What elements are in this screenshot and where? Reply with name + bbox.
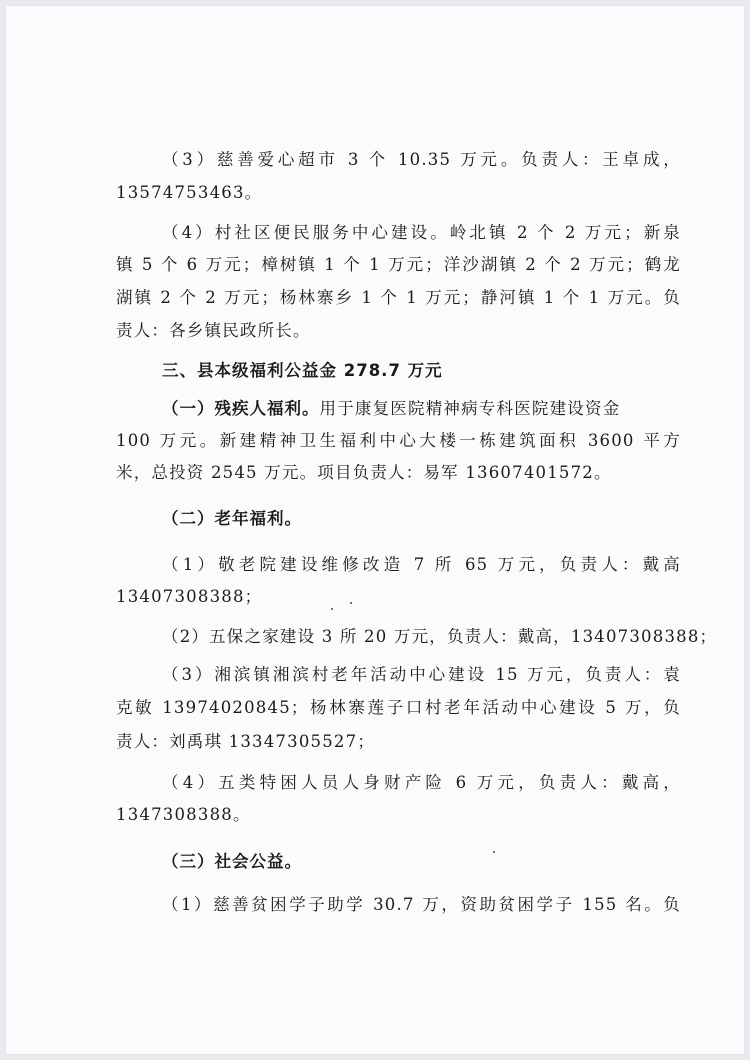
subsection-heading: （一）残疾人福利。 xyxy=(162,399,320,418)
text-line: 米，总投资 2545 万元。项目负责人：易军 13607401572。 xyxy=(116,463,612,482)
text-line: 责人：各乡镇民政所长。 xyxy=(116,321,311,340)
text-run: 用于康复医院精神病专科医院建设资金 xyxy=(319,399,621,418)
section-heading: 三、县本级福利公益金 278.7 万元 xyxy=(162,361,443,380)
subsection-heading: （三）社会公益。 xyxy=(162,852,302,871)
scan-speck xyxy=(350,602,352,604)
paragraph-line xyxy=(162,395,681,423)
scan-speck xyxy=(331,608,333,610)
text-line: 13574753463。 xyxy=(116,183,263,202)
text-line: 克敏 13974020845；杨林寨莲子口村老年活动中心建设 5 万，负 xyxy=(116,698,681,717)
text-line: （4）村社区便民服务中心建设。岭北镇 2 个 2 万元；新泉 xyxy=(162,223,681,242)
text-line: 湖镇 2 个 2 万元；杨林寨乡 1 个 1 万元；静河镇 1 个 1 万元。负 xyxy=(116,288,681,307)
subsection-heading: （二）老年福利。 xyxy=(162,509,302,528)
text-line: （3）慈善爱心超市 3 个 10.35 万元。负责人：王卓成， xyxy=(162,150,681,169)
scan-speck xyxy=(493,851,495,853)
text-line: 责人：刘禹琪 13347305527； xyxy=(116,732,376,751)
document-page xyxy=(6,6,744,1054)
text-line: 100 万元。新建精神卫生福利中心大楼一栋建筑面积 3600 平方 xyxy=(116,431,681,450)
text-line: 1347308388。 xyxy=(116,805,251,824)
text-line: 镇 5 个 6 万元；樟树镇 1 个 1 万元；洋沙湖镇 2 个 2 万元；鹤龙 xyxy=(116,255,681,274)
text-line: （3）湘滨镇湘滨村老年活动中心建设 15 万元，负责人：袁 xyxy=(162,665,681,684)
text-line: 13407308388； xyxy=(116,587,263,606)
text-line: （1）慈善贫困学子助学 30.7 万，资助贫困学子 155 名。负 xyxy=(162,895,681,914)
text-line: （2）五保之家建设 3 所 20 万元，负责人：戴高，13407308388； xyxy=(162,627,718,646)
text-line: （4）五类特困人员人身财产险 6 万元，负责人：戴高， xyxy=(162,773,681,792)
text-line: （1）敬老院建设维修改造 7 所 65 万元，负责人：戴高 xyxy=(162,555,681,574)
